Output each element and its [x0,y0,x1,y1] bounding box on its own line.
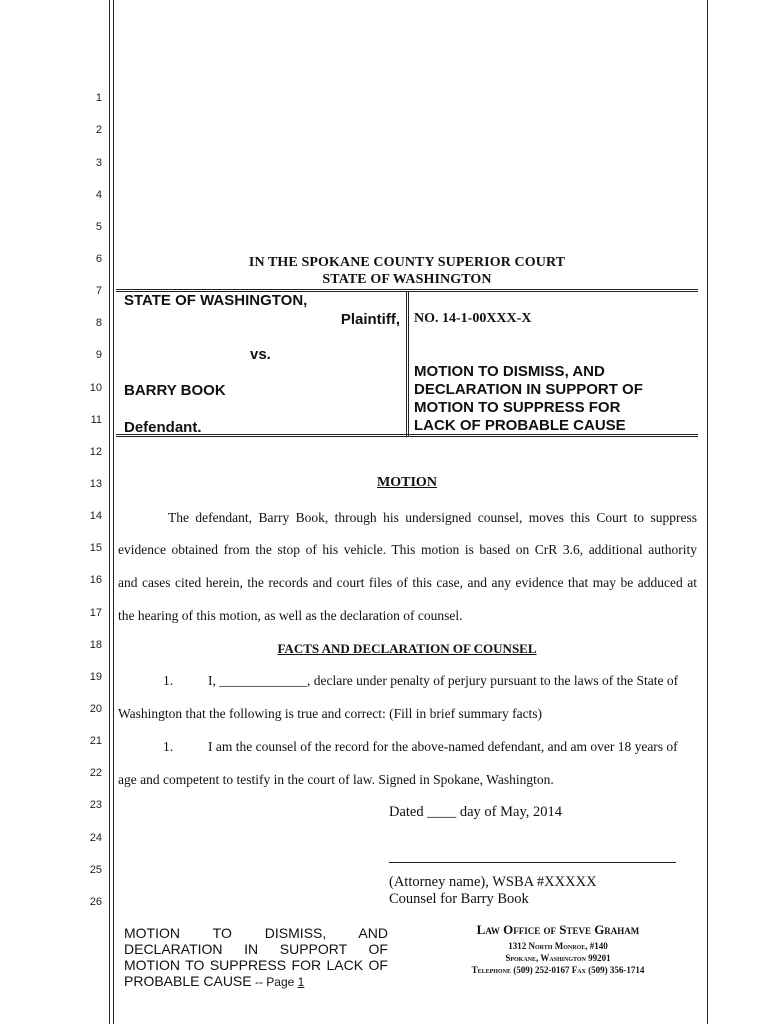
caption-bottom-rule-2 [116,436,698,437]
declaration-line: I, _____________, declare under penalty of perjury pursuant to the laws of the State of [208,673,679,688]
firm-address-1: 1312 North Monroe, #140 [508,941,608,951]
line-number: 18 [89,639,102,651]
dated-line: Dated ____ day of May, 2014 [389,804,563,820]
line-number: 10 [89,382,102,394]
firm-phone: Telephone (509) 252-0167 Fax (509) 356-1714 [471,965,645,975]
firm-address-2: Spokane, Washington 99201 [505,953,611,963]
item-number: 1. [163,673,174,688]
caption-divider [406,291,407,436]
line-number: 22 [89,767,102,779]
line-number: 14 [89,510,102,522]
line-number: 21 [89,735,102,747]
line-number: 16 [89,574,102,586]
line-number: 1 [95,92,102,104]
plaintiff-label: Plaintiff, [340,311,400,328]
caption-bottom-rule [116,434,698,435]
line-number: 15 [89,542,102,554]
line-number: 12 [89,446,102,458]
line-number: 6 [95,253,102,265]
court-state: STATE OF WASHINGTON [322,272,492,287]
declaration-line: Washington that the following is true and correct: (Fill in brief summary facts) [118,706,543,721]
footer-title-text: MOTION TO DISMISS, AND DECLARATION IN SUPPORT OF MOTION TO SUPPRESS FOR LACK OF PROBABLE CAUSE [124,925,388,989]
signature-line [389,862,676,863]
footer-document-title [124,925,388,990]
document-title-line: MOTION TO SUPPRESS FOR [414,399,621,416]
document-title-line: LACK OF PROBABLE CAUSE [414,417,626,434]
line-number: 24 [89,832,102,844]
left-margin-rule-outer [109,0,110,1024]
line-number: 23 [89,799,102,811]
versus: vs. [250,346,271,363]
motion-line: evidence obtained from the stop of his vehicle. This motion is based on CrR 3.6, additional authority [118,542,697,557]
line-number: 25 [89,864,102,876]
line-number: 13 [89,478,102,490]
facts-heading: FACTS AND DECLARATION OF COUNSEL [277,641,537,656]
line-number: 19 [89,671,102,683]
footer-page-prefix: -- Page [251,975,298,989]
declaration-line: I am the counsel of the record for the above-named defendant, and am over 18 years of [208,739,678,754]
line-number: 26 [89,896,102,908]
defendant-name: BARRY BOOK [124,382,226,399]
line-number: 11 [90,414,102,426]
attorney-role: Counsel for Barry Book [389,891,529,907]
case-number: NO. 14-1-00XXX-X [414,311,532,326]
line-number: 4 [95,189,102,201]
motion-line: the hearing of this motion, as well as the declaration of counsel. [118,608,463,623]
document-title-line: DECLARATION IN SUPPORT OF [414,381,643,398]
motion-line: The defendant, Barry Book, through his undersigned counsel, moves this Court to suppress [168,510,697,525]
declaration-line: age and competent to testify in the court of law. Signed in Spokane, Washington. [118,772,554,787]
item-number: 1. [163,739,174,754]
motion-heading: MOTION [377,475,437,490]
caption-top-rule [116,289,698,290]
line-number: 8 [95,317,102,329]
line-number: 3 [95,157,102,169]
attorney-name: (Attorney name), WSBA #XXXXX [389,874,597,890]
line-number: 20 [89,703,102,715]
firm-name: Law Office of Steve Graham [476,922,640,937]
defendant-label: Defendant. [124,419,202,436]
line-number: 7 [95,285,102,297]
court-name: IN THE SPOKANE COUNTY SUPERIOR COURT [248,255,566,270]
motion-line: and cases cited herein, the records and court files of this case, and any evidence that may be adduced at [118,575,697,590]
plaintiff-name: STATE OF WASHINGTON, [124,292,308,309]
footer-page-number: 1 [297,975,305,989]
line-number: 9 [95,349,102,361]
line-number: 5 [95,221,102,233]
line-number: 2 [95,124,102,136]
document-title-line: MOTION TO DISMISS, AND [414,363,605,380]
line-number: 17 [89,607,102,619]
caption-divider-2 [408,291,409,436]
left-margin-rule-inner [113,0,114,1024]
right-margin-rule [707,0,708,1024]
